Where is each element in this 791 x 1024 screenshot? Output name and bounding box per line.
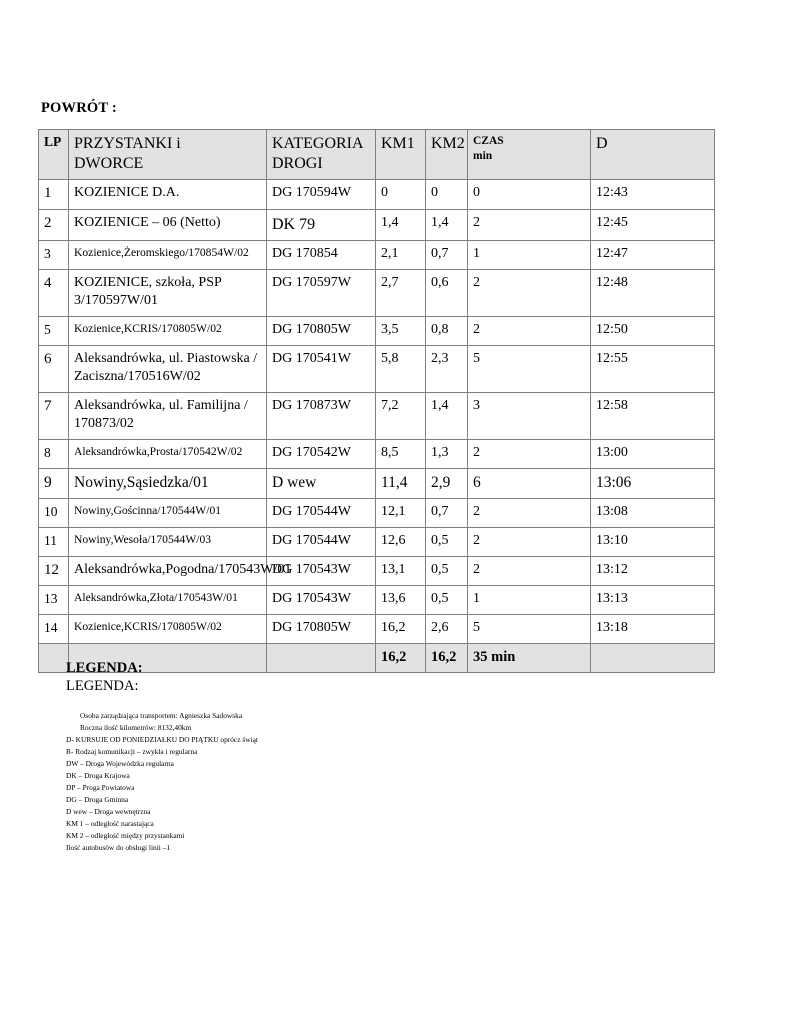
table-row <box>39 180 715 210</box>
cell-czas: 3 <box>468 392 591 439</box>
header-czas-label: CZAS <box>473 135 504 147</box>
table-row <box>39 345 715 392</box>
legend-line: D- KURSUJE OD PONIEDZIAŁKU DO PIĄTKU oprócz świąt <box>66 734 258 744</box>
cell-km1: 3,5 <box>376 317 426 346</box>
cell-d: 12:47 <box>591 241 715 270</box>
header-km2: KM2 <box>426 130 468 180</box>
header-category-line2: DROGI <box>272 155 323 172</box>
legend-line: R- Rodzaj komunikacji – zwykła i regularna <box>66 746 198 756</box>
cell-category: DG 170597W <box>267 269 376 316</box>
cell-czas: 6 <box>468 468 591 499</box>
legend-line: KM 2 – odległość między przystankami <box>66 830 185 840</box>
header-stops-line1: PRZYSTANKI i <box>74 135 181 152</box>
table-row <box>39 527 715 556</box>
cell-czas: 2 <box>468 556 591 586</box>
cell-stop: Kozienice,KCRIS/170805W/02 <box>69 615 267 644</box>
cell-czas: 2 <box>468 269 591 316</box>
cell-lp: 11 <box>39 527 69 556</box>
table-row <box>39 499 715 528</box>
header-lp: LP <box>39 130 69 180</box>
cell-czas: 5 <box>468 615 591 644</box>
cell-lp: 8 <box>39 440 69 469</box>
cell-lp: 1 <box>39 180 69 210</box>
cell-lp: 14 <box>39 615 69 644</box>
cell-stop: Aleksandrówka,Prosta/170542W/02 <box>69 440 267 469</box>
cell-stop: Aleksandrówka, ul. Piastowska / Zaciszna/170516W/02 <box>69 345 267 392</box>
cell-category: DG 170543W <box>267 586 376 615</box>
cell-km1: 1,4 <box>376 209 426 240</box>
cell-d: 13:00 <box>591 440 715 469</box>
cell-d: 12:50 <box>591 317 715 346</box>
cell-km2: 2,6 <box>426 615 468 644</box>
cell-km2: 1,4 <box>426 209 468 240</box>
cell-d: 13:12 <box>591 556 715 586</box>
legend-line: DK – Droga Krajowa <box>66 770 130 780</box>
cell-category: D wew <box>267 468 376 499</box>
cell-km1: 7,2 <box>376 392 426 439</box>
cell-category: DG 170594W <box>267 180 376 210</box>
cell-d: 12:45 <box>591 209 715 240</box>
header-category-line1: KATEGORIA <box>272 135 364 152</box>
header-row <box>39 130 715 180</box>
cell-km2: 1,3 <box>426 440 468 469</box>
cell-km1: 16,2 <box>376 615 426 644</box>
header-km1: KM1 <box>376 130 426 180</box>
header-stops <box>69 130 267 180</box>
timetable-header <box>39 130 715 180</box>
cell-stop: Kozienice,Żeromskiego/170854W/02 <box>69 241 267 270</box>
cell-stop: Aleksandrówka, ul. Familijna / 170873/02 <box>69 392 267 439</box>
cell-km2: 0 <box>426 180 468 210</box>
cell-czas: 1 <box>468 241 591 270</box>
cell-stop: KOZIENICE, szkoła, PSP 3/170597W/01 <box>69 269 267 316</box>
legend-line: Ilość autobusów do obsługi linii –1 <box>66 842 171 852</box>
cell-stop: Nowiny,Wesoła/170544W/03 <box>69 527 267 556</box>
cell-stop: Kozienice,KCRIS/170805W/02 <box>69 317 267 346</box>
cell-czas: 2 <box>468 317 591 346</box>
legend-line: KM 1 – odległość narastająca <box>66 818 154 828</box>
cell-d: 13:10 <box>591 527 715 556</box>
legend-line: Roczna ilość kilometrów: 8132,40km <box>80 722 192 732</box>
cell-km1: 2,1 <box>376 241 426 270</box>
cell-km1: 13,6 <box>376 586 426 615</box>
cell-km2: 0,7 <box>426 499 468 528</box>
cell-km2: 0,7 <box>426 241 468 270</box>
table-row <box>39 615 715 644</box>
cell-stop: KOZIENICE D.A. <box>69 180 267 210</box>
legend-line: DG – Droga Gminna <box>66 794 129 804</box>
total-czas: 35 min <box>468 643 591 672</box>
total-d <box>591 643 715 672</box>
cell-category: DG 170544W <box>267 527 376 556</box>
cell-d: 13:06 <box>591 468 715 499</box>
cell-km2: 0,5 <box>426 586 468 615</box>
cell-km2: 0,5 <box>426 527 468 556</box>
header-czas <box>468 130 591 180</box>
legend-line: Osoba zarządzająca transportem: Agnieszka Sadowska <box>80 710 243 720</box>
cell-lp: 13 <box>39 586 69 615</box>
cell-lp: 4 <box>39 269 69 316</box>
table-row <box>39 317 715 346</box>
cell-czas: 2 <box>468 527 591 556</box>
cell-stop: KOZIENICE – 06 (Netto) <box>69 209 267 240</box>
cell-czas: 2 <box>468 440 591 469</box>
legend-title-bold: LEGENDA: <box>66 660 143 676</box>
total-lp <box>39 643 69 672</box>
cell-d: 13:18 <box>591 615 715 644</box>
cell-km1: 5,8 <box>376 345 426 392</box>
cell-czas: 2 <box>468 499 591 528</box>
cell-category: DG 170854 <box>267 241 376 270</box>
cell-lp: 9 <box>39 468 69 499</box>
cell-d: 12:58 <box>591 392 715 439</box>
cell-km1: 12,6 <box>376 527 426 556</box>
header-czas-unit: min <box>473 149 493 162</box>
header-d: D <box>591 130 715 180</box>
cell-d: 12:43 <box>591 180 715 210</box>
cell-stop: Aleksandrówka,Złota/170543W/01 <box>69 586 267 615</box>
table-row <box>39 392 715 439</box>
cell-category: DG 170541W <box>267 345 376 392</box>
legend-line: D wew – Droga wewnętrzna <box>66 806 151 816</box>
cell-d: 12:55 <box>591 345 715 392</box>
cell-czas: 0 <box>468 180 591 210</box>
legend-lines <box>66 710 486 854</box>
cell-km1: 2,7 <box>376 269 426 316</box>
cell-lp: 12 <box>39 556 69 586</box>
header-category <box>267 130 376 180</box>
cell-category: DG 170805W <box>267 317 376 346</box>
cell-d: 13:13 <box>591 586 715 615</box>
legend-line: DP – Proga Powiatowa <box>66 782 135 792</box>
cell-km2: 2,9 <box>426 468 468 499</box>
legend-title-plain: LEGENDA: <box>66 678 139 695</box>
cell-d: 12:48 <box>591 269 715 316</box>
legend-line: DW – Droga Wojewódzka regularna <box>66 758 174 768</box>
cell-km1: 8,5 <box>376 440 426 469</box>
table-row <box>39 440 715 469</box>
table-row <box>39 241 715 270</box>
cell-lp: 3 <box>39 241 69 270</box>
cell-czas: 5 <box>468 345 591 392</box>
cell-stop: Nowiny,Sąsiedzka/01 <box>69 468 267 499</box>
cell-category: DG 170542W <box>267 440 376 469</box>
cell-lp: 5 <box>39 317 69 346</box>
cell-lp: 2 <box>39 209 69 240</box>
cell-czas: 1 <box>468 586 591 615</box>
cell-km2: 0,5 <box>426 556 468 586</box>
cell-category: DG 170873W <box>267 392 376 439</box>
cell-km1: 12,1 <box>376 499 426 528</box>
cell-stop: Nowiny,Gościnna/170544W/01 <box>69 499 267 528</box>
cell-lp: 6 <box>39 345 69 392</box>
table-row <box>39 556 715 586</box>
table-row <box>39 468 715 499</box>
cell-category: DG 170805W <box>267 615 376 644</box>
cell-category: DG 170543W <box>267 556 376 586</box>
cell-category: DK 79 <box>267 209 376 240</box>
legend <box>66 660 486 853</box>
total-km2: 16,2 <box>426 643 468 672</box>
cell-km2: 0,6 <box>426 269 468 316</box>
table-row <box>39 269 715 316</box>
cell-km2: 0,8 <box>426 317 468 346</box>
cell-lp: 7 <box>39 392 69 439</box>
timetable <box>38 129 715 673</box>
cell-km1: 11,4 <box>376 468 426 499</box>
cell-km2: 1,4 <box>426 392 468 439</box>
cell-km1: 0 <box>376 180 426 210</box>
cell-d: 13:08 <box>591 499 715 528</box>
section-title: POWRÓT : <box>41 100 117 116</box>
header-stops-line2: DWORCE <box>74 155 144 172</box>
cell-lp: 10 <box>39 499 69 528</box>
table-row <box>39 586 715 615</box>
cell-category: DG 170544W <box>267 499 376 528</box>
table-row <box>39 209 715 240</box>
total-km1: 16,2 <box>376 643 426 672</box>
cell-km1: 13,1 <box>376 556 426 586</box>
timetable-body <box>39 180 715 673</box>
cell-km2: 2,3 <box>426 345 468 392</box>
cell-czas: 2 <box>468 209 591 240</box>
cell-stop: Aleksandrówka,Pogodna/170543W/01 <box>69 556 267 586</box>
